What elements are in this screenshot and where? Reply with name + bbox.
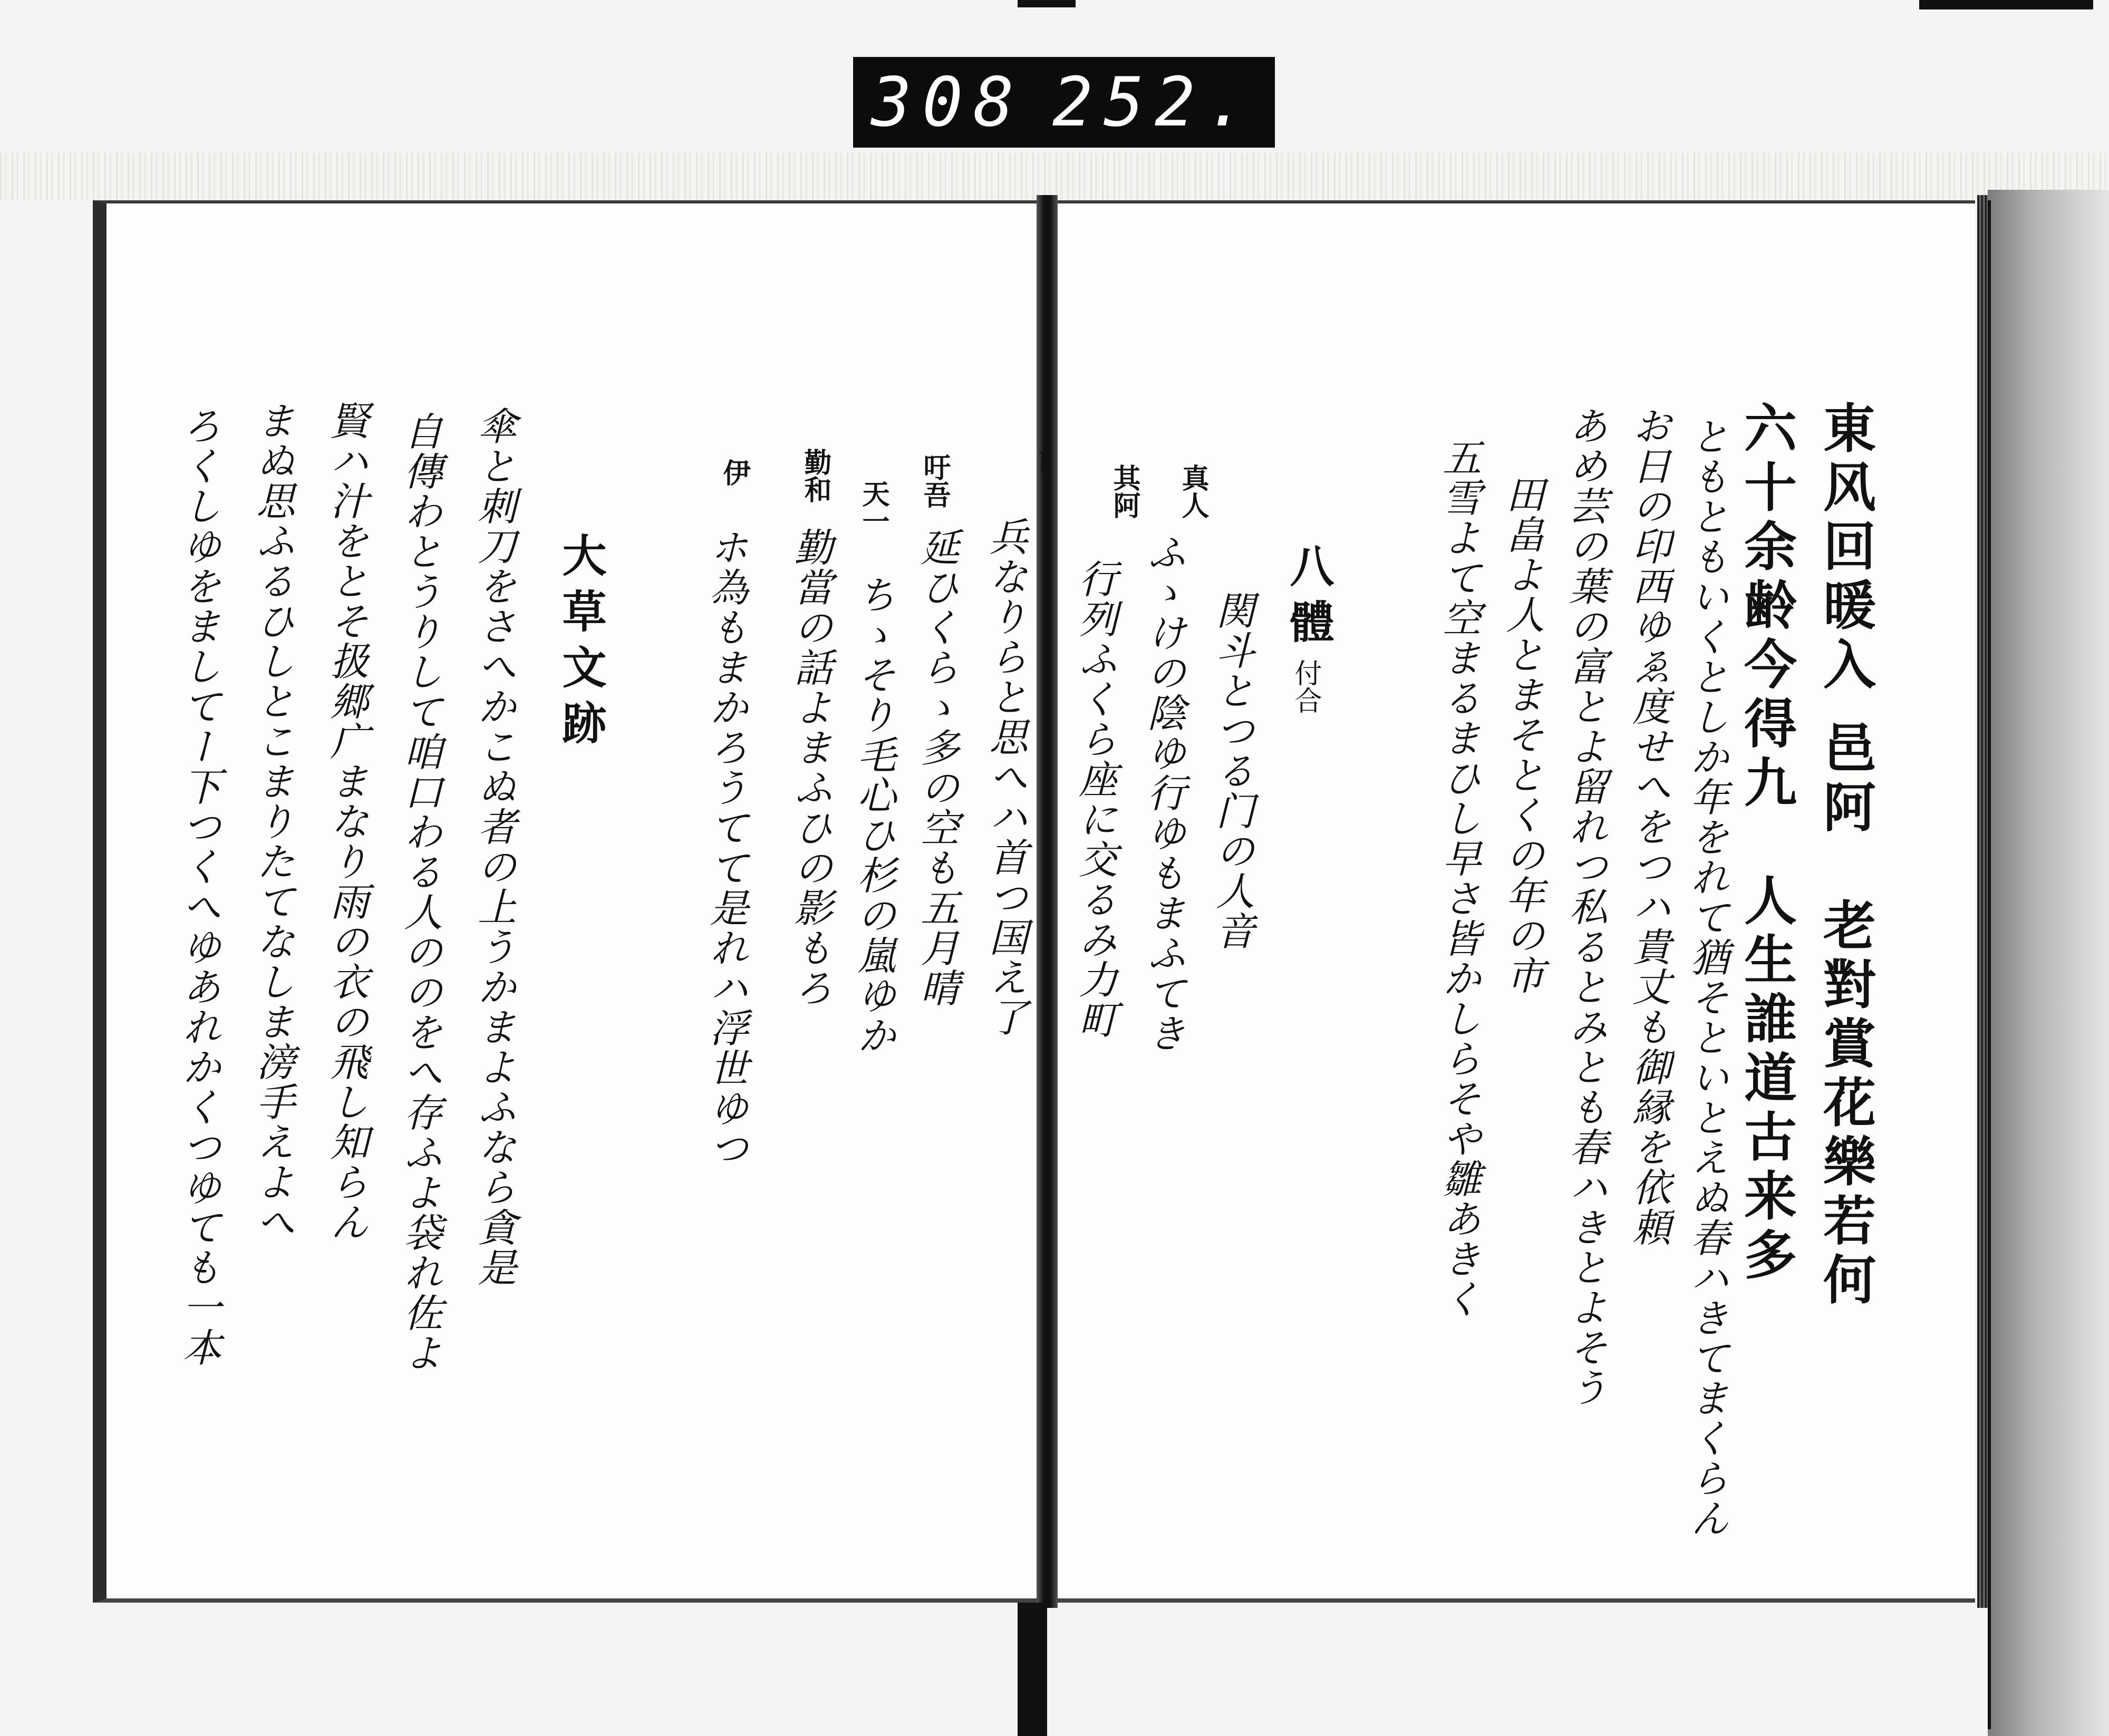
left-page-title: 大草文跡 xyxy=(555,532,607,756)
book-spine xyxy=(1037,195,1058,1608)
author-name-4: 天一 xyxy=(857,480,889,535)
author-name-3: 吁吾 xyxy=(918,453,951,508)
verse-8: ホ為もまかろうてて是れハ浮世ゆつ xyxy=(703,527,749,1168)
section-title: 八體 xyxy=(1283,543,1335,655)
marker-1: ー xyxy=(1024,448,1056,476)
archive-number-left: 308 xyxy=(871,63,1025,142)
left-line-2: 自傳わとうりして咱口わる人ののをへ存ふよ袋れ佐よ xyxy=(398,411,443,1373)
top-edge-mark xyxy=(1018,0,1076,7)
author-name-6: 伊 xyxy=(718,459,750,486)
archive-number-right: 252. xyxy=(1052,63,1257,142)
prose-line-3: あめ芸の葉の富とよ留れつ私るとみとも春ハきとよそう xyxy=(1563,406,1608,1408)
prose-line-2: お日の印西ゆゑ度せへをつハ貴丈も御縁を依頼 xyxy=(1626,406,1671,1247)
spine-tail xyxy=(1018,1603,1047,1736)
hokku-line-1: 田畠よ人とまそとくの年の市 xyxy=(1499,474,1545,995)
author-name-2: 其阿 xyxy=(1108,464,1140,519)
left-line-3: 賢ハ汁をとそ扱郷广まなり雨の衣の飛し知らん xyxy=(324,401,369,1242)
left-line-4: まぬ思ふるひしとこまりたてなしま滂手えよへ xyxy=(250,401,295,1242)
author-name-5: 勤和 xyxy=(799,448,831,503)
verse-5: 延ひくらゝ多の空も五月晴 xyxy=(914,527,960,1008)
scan-noise-band xyxy=(0,153,2109,200)
verse-6: ちゝそり毛心ひ杉の嵐ゆか xyxy=(851,575,896,1055)
left-line-5: ろくしゆをましてー下つくへゆあれかくつゆても一本 xyxy=(176,406,221,1368)
verse-7: 勤當の話よまふひの影もろ xyxy=(788,527,833,1008)
verse-4: 兵なりらと思へハ首つ国え了 xyxy=(983,517,1028,1037)
poem-line-1: 東风回暖入 邑阿 老對賞花樂若何 xyxy=(1814,401,1876,1311)
verse-3: 行列ふくら座に交るみ力町 xyxy=(1072,559,1118,1040)
top-edge-mark-right xyxy=(1919,0,2093,9)
archive-label-plate xyxy=(853,57,1275,148)
hokku-line-2: 五雪よて空まるまひし早さ皆かしらそや雛あきく xyxy=(1436,438,1482,1319)
prose-line-1: ともともいくとしか年をれて猶そといとえぬ春ハきてまくらん xyxy=(1684,416,1729,1538)
verse-1: 関斗とつる门の人音 xyxy=(1210,590,1255,951)
scan-edge-bar xyxy=(1988,200,1991,1729)
scan-edge-shadow xyxy=(1988,190,2109,1736)
section-subtitle: 付合 xyxy=(1290,659,1321,714)
verse-2: ふゝけの陰ゆ行ゆもまふてき xyxy=(1141,532,1186,1053)
author-name-1: 真人 xyxy=(1177,464,1209,519)
poem-line-2: 六十余齢今得九 人生誰道古来多 xyxy=(1735,401,1797,1286)
left-line-1: 傘と刺刀をさへかこぬ者の上うかまよふなら貪是 xyxy=(471,406,517,1287)
